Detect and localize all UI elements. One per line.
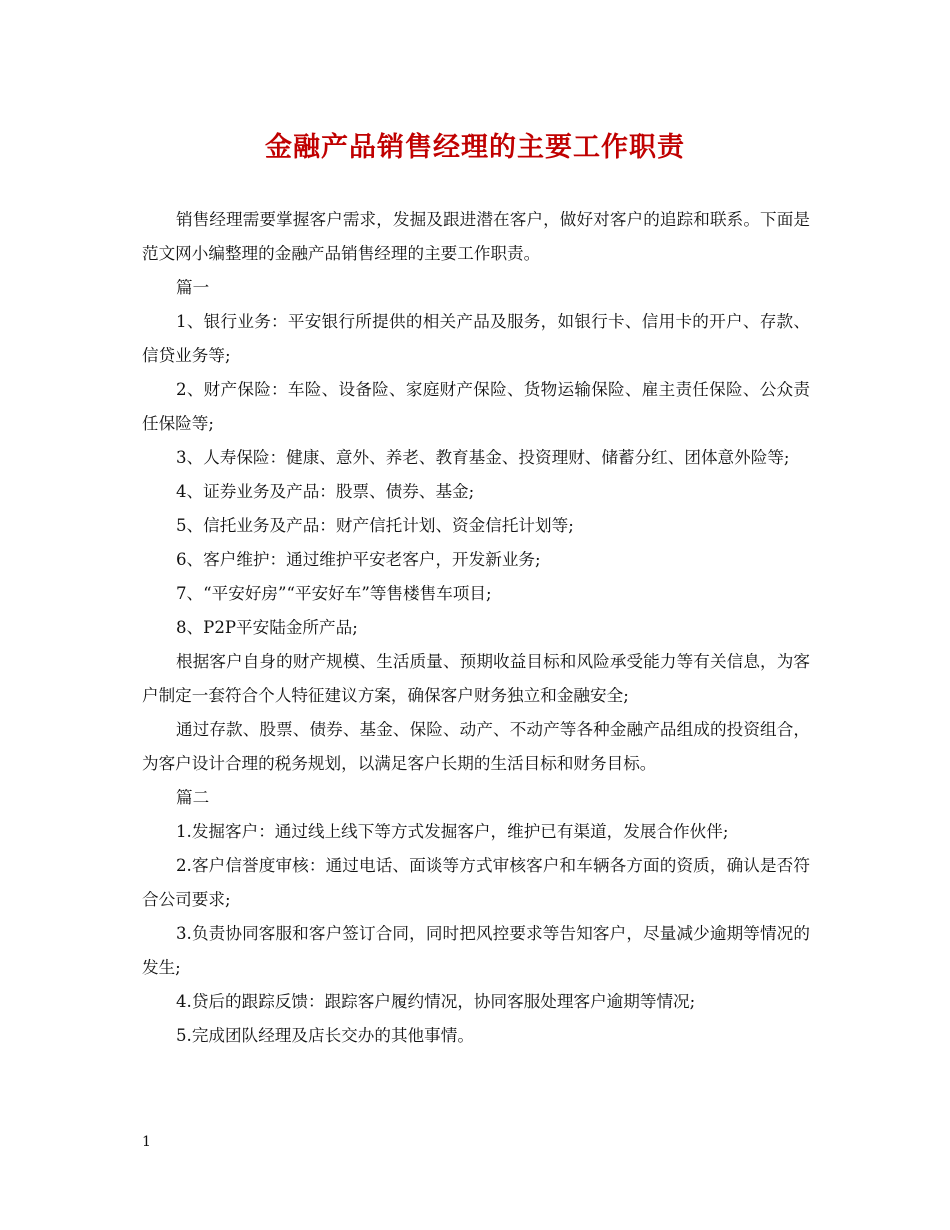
intro-paragraph: 销售经理需要掌握客户需求，发掘及跟进潜在客户，做好对客户的追踪和联系。下面是范文网小编整理的金融产品销售经理的主要工作职责。 bbox=[142, 210, 810, 263]
document-title: 金融产品销售经理的主要工作职责 bbox=[265, 132, 685, 163]
list-item: 8、P2P平安陆金所产品; bbox=[176, 618, 358, 637]
body-paragraph: 根据客户自身的财产规模、生活质量、预期收益目标和风险承受能力等有关信息，为客户制定一套符合个人特征建议方案，确保客户财务独立和金融安全; bbox=[142, 652, 810, 705]
list-item: 6、客户维护：通过维护平安老客户，开发新业务; bbox=[176, 550, 541, 569]
list-item: 1、银行业务：平安银行所提供的相关产品及服务，如银行卡、信用卡的开户、存款、信贷业务等; bbox=[142, 312, 810, 365]
document-body bbox=[142, 203, 810, 1053]
list-item: 1.发掘客户：通过线上线下等方式发掘客户，维护已有渠道，发展合作伙伴; bbox=[176, 822, 729, 841]
page-number: 1 bbox=[142, 1134, 151, 1150]
list-item: 2.客户信誉度审核：通过电话、面谈等方式审核客户和车辆各方面的资质，确认是否符合公司要求; bbox=[142, 856, 810, 909]
section-heading-2: 篇二 bbox=[176, 788, 210, 807]
list-item: 5、信托业务及产品：财产信托计划、资金信托计划等; bbox=[176, 516, 574, 535]
list-item: 3、人寿保险：健康、意外、养老、教育基金、投资理财、储蓄分红、团体意外险等; bbox=[176, 448, 790, 467]
list-item: 3.负责协同客服和客户签订合同，同时把风控要求等告知客户，尽量减少逾期等情况的发生; bbox=[142, 924, 810, 977]
list-item: 4.贷后的跟踪反馈：跟踪客户履约情况，协同客服处理客户逾期等情况; bbox=[176, 992, 696, 1011]
list-item: 4、证券业务及产品：股票、债券、基金; bbox=[176, 482, 475, 501]
section-heading-1: 篇一 bbox=[176, 278, 210, 297]
list-item: 7、“平安好房”“平安好车”等售楼售车项目; bbox=[176, 584, 492, 603]
list-item: 5.完成团队经理及店长交办的其他事情。 bbox=[176, 1026, 474, 1045]
list-item: 2、财产保险：车险、设备险、家庭财产保险、货物运输保险、雇主责任保险、公众责任保险等; bbox=[142, 380, 810, 433]
body-paragraph: 通过存款、股票、债券、基金、保险、动产、不动产等各种金融产品组成的投资组合，为客户设计合理的税务规划，以满足客户长期的生活目标和财务目标。 bbox=[142, 720, 810, 773]
